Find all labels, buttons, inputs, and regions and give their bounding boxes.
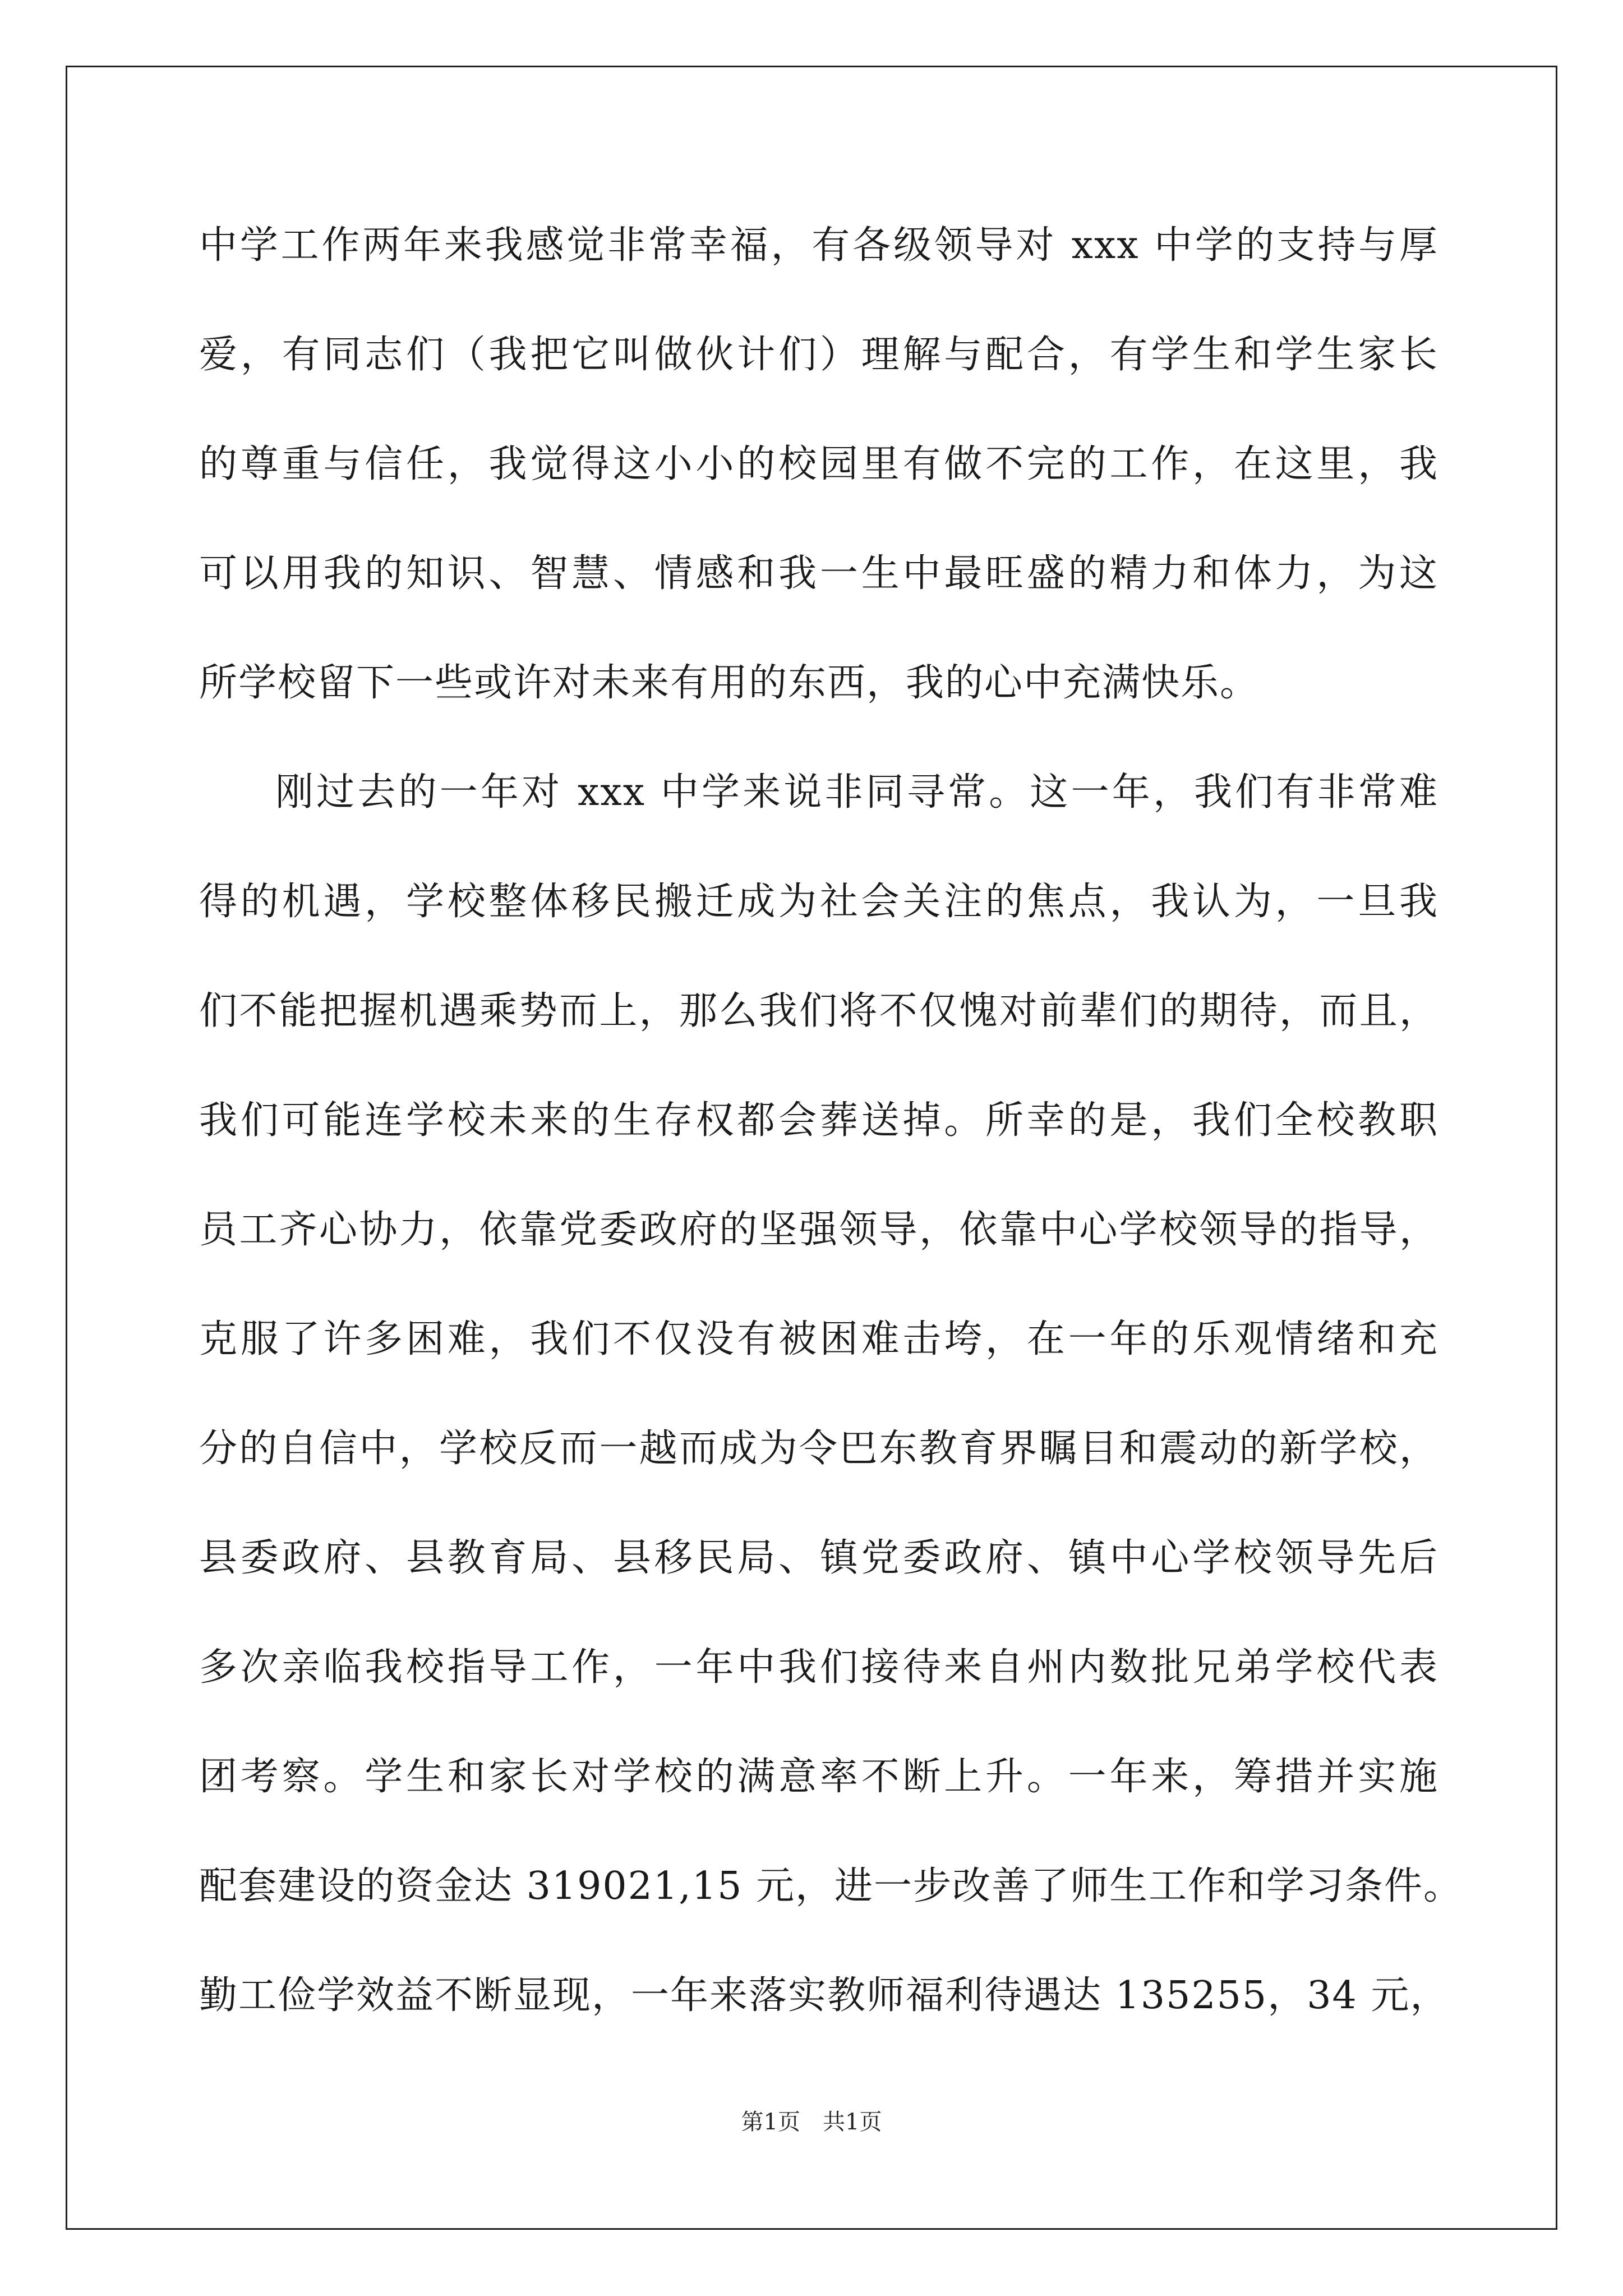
text-line: 得的机遇，学校整体移民搬迁成为社会关注的焦点，我认为，一旦我: [199, 880, 1438, 924]
text-line: 分的自信中，学校反而一越而成为令巴东教育界瞩目和震动的新学校，: [199, 1427, 1438, 1471]
text-line: 配套建设的资金达 319021,15 元，进一步改善了师生工作和学习条件。: [199, 1864, 1463, 1908]
text-line: 员工齐心协力，依靠党委政府的坚强领导，依靠中心学校领导的指导，: [199, 1208, 1438, 1252]
page-footer: [0, 2108, 1623, 2136]
text-line: 可以用我的知识、智慧、情感和我一生中最旺盛的精力和体力，为这: [199, 551, 1438, 596]
text-line: 团考察。学生和家长对学校的满意率不断上升。一年来，筹措并实施: [199, 1755, 1438, 1799]
page-total: 共1页: [823, 2109, 882, 2135]
text-line: 爱，有同志们（我把它叫做伙计们）理解与配合，有学生和学生家长: [199, 333, 1438, 377]
page-number: 第1页: [741, 2109, 800, 2135]
text-line: 所学校留下一些或许对未来有用的东西，我的心中充满快乐。: [199, 661, 1260, 705]
text-line: 的尊重与信任，我觉得这小小的校园里有做不完的工作，在这里，我: [199, 442, 1438, 486]
text-line: 勤工俭学效益不断显现，一年来落实教师福利待遇达 135255，34 元，: [199, 1973, 1450, 2018]
paragraph-first-line: 刚过去的一年对 xxx 中学来说非同寻常。这一年，我们有非常难: [275, 770, 1438, 815]
text-line: 我们可能连学校未来的生存权都会葬送掉。所幸的是，我们全校教职: [199, 1098, 1438, 1143]
text-line: 们不能把握机遇乘势而上，那么我们将不仅愧对前辈们的期待，而且，: [199, 989, 1438, 1033]
text-line: 县委政府、县教育局、县移民局、镇党委政府、镇中心学校领导先后: [199, 1536, 1438, 1580]
text-line: 克服了许多困难，我们不仅没有被困难击垮，在一年的乐观情绪和充: [199, 1317, 1438, 1361]
text-line: 中学工作两年来我感觉非常幸福，有各级领导对 xxx 中学的支持与厚: [199, 223, 1438, 268]
document-body: [199, 191, 1463, 2050]
text-line: 多次亲临我校指导工作，一年中我们接待来自州内数批兄弟学校代表: [199, 1645, 1438, 1690]
